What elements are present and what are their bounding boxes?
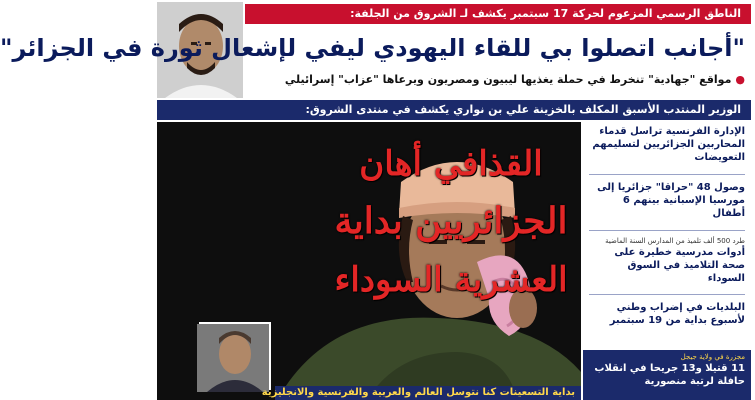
side-item-5-kicker: مجزرة في ولاية جيجل: [680, 353, 745, 361]
side-item-1[interactable]: [583, 122, 751, 172]
side-item-3-text: أدوات مدرسية خطيرة على صحة التلاميذ في السوق السوداء: [614, 247, 745, 284]
main-title-line-2: الجزائريين بداية: [334, 200, 568, 242]
main-title-line-3: العشرية السوداء: [334, 260, 568, 300]
side-item-3-kicker: طرد 500 ألف تلميذ من المدارس السنة الماضية: [605, 237, 745, 245]
side-item-5[interactable]: [583, 350, 751, 400]
side-divider: [589, 230, 745, 231]
side-column: [583, 122, 751, 400]
bullet-icon: ●: [735, 73, 745, 86]
main-title-line-1: القذافي أهان: [359, 144, 543, 184]
side-item-5-text: 11 قتيلا و13 جريحا في انقلاب حافلة لرتبة منصورية: [594, 363, 745, 387]
bottom-caption: بداية التسعينات كنا نتوسل العالم والعربية والفرنسية والانجليزية: [275, 386, 581, 400]
top-strip: الناطق الرسمي المزعوم لحركة 17 سبتمبر يكشف لـ الشروق من الجلفة:: [245, 4, 751, 24]
side-item-2-text: وصول 48 "حراقا" جزائريا إلى مورسيا الإسبانية بينهم 6 أطفال: [597, 182, 745, 219]
side-item-1-text: الإدارة الفرنسية تراسل قدماء المحاربين الجزائريين لتسليمهم التعويضات: [592, 126, 745, 163]
inset-portrait-photo: [199, 322, 271, 390]
main-headline[interactable]: "أجانب اتصلوا بي للقاء اليهودي ليفي لإشعال ثورة في الجزائر": [0, 34, 745, 62]
side-item-3[interactable]: [583, 234, 751, 292]
mid-strip: الوزير المنتدب الأسبق المكلف بالخزينة علي بن نواري يكشف في منتدى الشروق:: [157, 100, 751, 120]
side-item-2[interactable]: [583, 178, 751, 228]
side-divider: [589, 294, 745, 295]
subheadline-text: مواقع "جهادية" تنخرط في حملة يغذيها ليبيون ومصريون ويرعاها "عزاب" إسرائيلي: [284, 73, 732, 86]
side-divider: [589, 174, 745, 175]
side-item-4-text: البلديات في إضراب وطني لأسبوع بداية من 19 سبتمبر: [609, 302, 745, 326]
subheadline[interactable]: [247, 68, 751, 92]
side-item-4[interactable]: [583, 298, 751, 346]
